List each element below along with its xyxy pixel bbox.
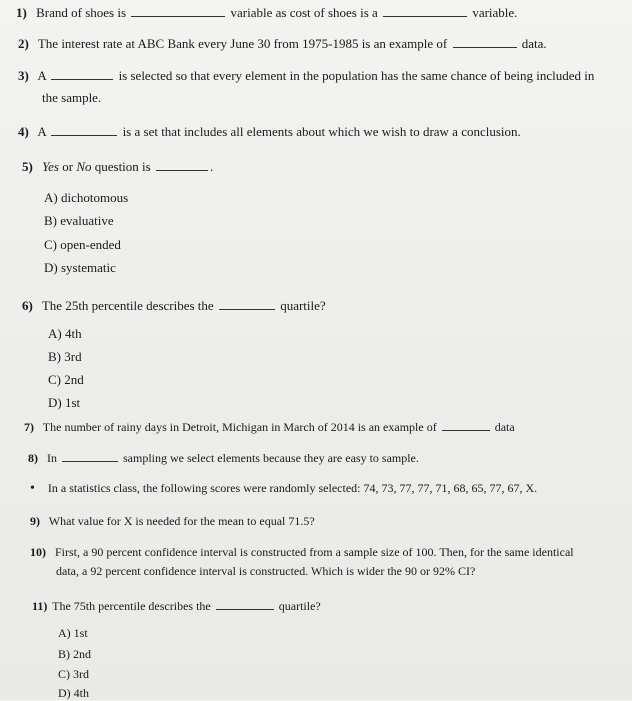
choice-option[interactable]: C) 3rd — [58, 667, 89, 681]
question-text: No — [76, 159, 92, 174]
question-9 — [30, 513, 315, 529]
question-number: 11) — [32, 599, 48, 613]
question-number: 10) — [30, 545, 46, 559]
answer-blank[interactable] — [383, 4, 467, 17]
question-text: The 25th percentile describes the — [41, 298, 214, 313]
question-text: A — [37, 68, 47, 83]
question-text: First, a 90 percent confidence interval is constructed from a sample size of 100. Then, for the same identical — [55, 545, 574, 559]
answer-blank[interactable] — [442, 418, 490, 431]
question-text: is selected so that every element in the population has the same chance of being included in — [118, 68, 595, 83]
question-2 — [18, 35, 547, 52]
question-6 — [22, 297, 326, 314]
question-7 — [24, 418, 515, 435]
question-8 — [28, 449, 419, 466]
answer-blank[interactable] — [216, 597, 274, 610]
bullet-icon: • — [30, 481, 35, 496]
question-text: . — [209, 159, 214, 174]
question-text: What value for X is needed for the mean to equal 71.5? — [48, 514, 315, 528]
question-text: data. — [521, 36, 547, 51]
question-number: 3) — [18, 68, 29, 83]
question-text: The 75th percentile describes the — [52, 599, 211, 613]
question-text: A — [37, 124, 47, 139]
question-10 — [30, 544, 574, 560]
score-data-bullet — [30, 480, 537, 497]
choice-option[interactable]: A) 4th — [48, 326, 82, 341]
question-text: Yes — [42, 159, 59, 174]
question-text: In — [47, 451, 57, 465]
choice-option[interactable]: D) 1st — [48, 395, 81, 410]
choice-option[interactable]: B) 3rd — [48, 349, 82, 364]
question-11 — [32, 597, 321, 614]
answer-blank[interactable] — [62, 449, 118, 462]
choice-option[interactable]: A) 1st — [58, 626, 88, 640]
question-number: 6) — [22, 298, 33, 313]
question-text: The interest rate at ABC Bank every June 30 from 1975-1985 is an example of — [37, 36, 448, 51]
question-text: variable. — [472, 5, 518, 20]
question-4 — [18, 123, 521, 140]
choice-option[interactable]: B) 2nd — [58, 647, 91, 661]
question-text: question is — [94, 159, 151, 174]
question-text: quartile? — [280, 298, 326, 313]
question-text: quartile? — [278, 599, 321, 613]
choice-option[interactable]: D) 4th — [58, 686, 89, 700]
answer-blank[interactable] — [51, 67, 113, 80]
answer-blank[interactable] — [156, 158, 208, 171]
answer-blank[interactable] — [219, 297, 275, 310]
question-5 — [22, 158, 213, 175]
choice-option[interactable]: C) 2nd — [48, 372, 84, 387]
question-text: Brand of shoes is — [36, 5, 127, 20]
question-3-continued: the sample. — [42, 90, 102, 105]
question-number: 2) — [18, 36, 29, 51]
question-number: 8) — [28, 451, 38, 465]
question-1 — [16, 4, 517, 21]
question-text: or — [62, 159, 74, 174]
question-number: 5) — [22, 159, 33, 174]
question-number: 4) — [18, 124, 29, 139]
bullet-text: In a statistics class, the following scores were randomly selected: 74, 73, 77, 77, 71, 68, 65, 77, 67, X. — [47, 481, 538, 495]
choice-option[interactable]: A) dichotomous — [44, 190, 129, 205]
answer-blank[interactable] — [453, 35, 517, 48]
answer-blank[interactable] — [131, 4, 225, 17]
choice-option[interactable]: C) open-ended — [44, 237, 121, 252]
choice-option[interactable]: D) systematic — [44, 260, 116, 275]
choice-option[interactable]: B) evaluative — [44, 213, 114, 228]
question-text: The number of rainy days in Detroit, Michigan in March of 2014 is an example of — [42, 420, 437, 434]
question-number: 1) — [16, 5, 27, 20]
question-10-continued: data, a 92 percent confidence interval is constructed. Which is wider the 90 or 92% CI? — [56, 564, 476, 578]
question-number: 7) — [24, 420, 34, 434]
question-3 — [18, 67, 594, 84]
question-text: is a set that includes all elements about which we wish to draw a conclusion. — [122, 124, 521, 139]
question-text: data — [494, 420, 515, 434]
question-text: variable as cost of shoes is a — [230, 5, 378, 20]
question-number: 9) — [30, 514, 40, 528]
answer-blank[interactable] — [51, 123, 117, 136]
question-text: sampling we select elements because they are easy to sample. — [123, 451, 419, 465]
